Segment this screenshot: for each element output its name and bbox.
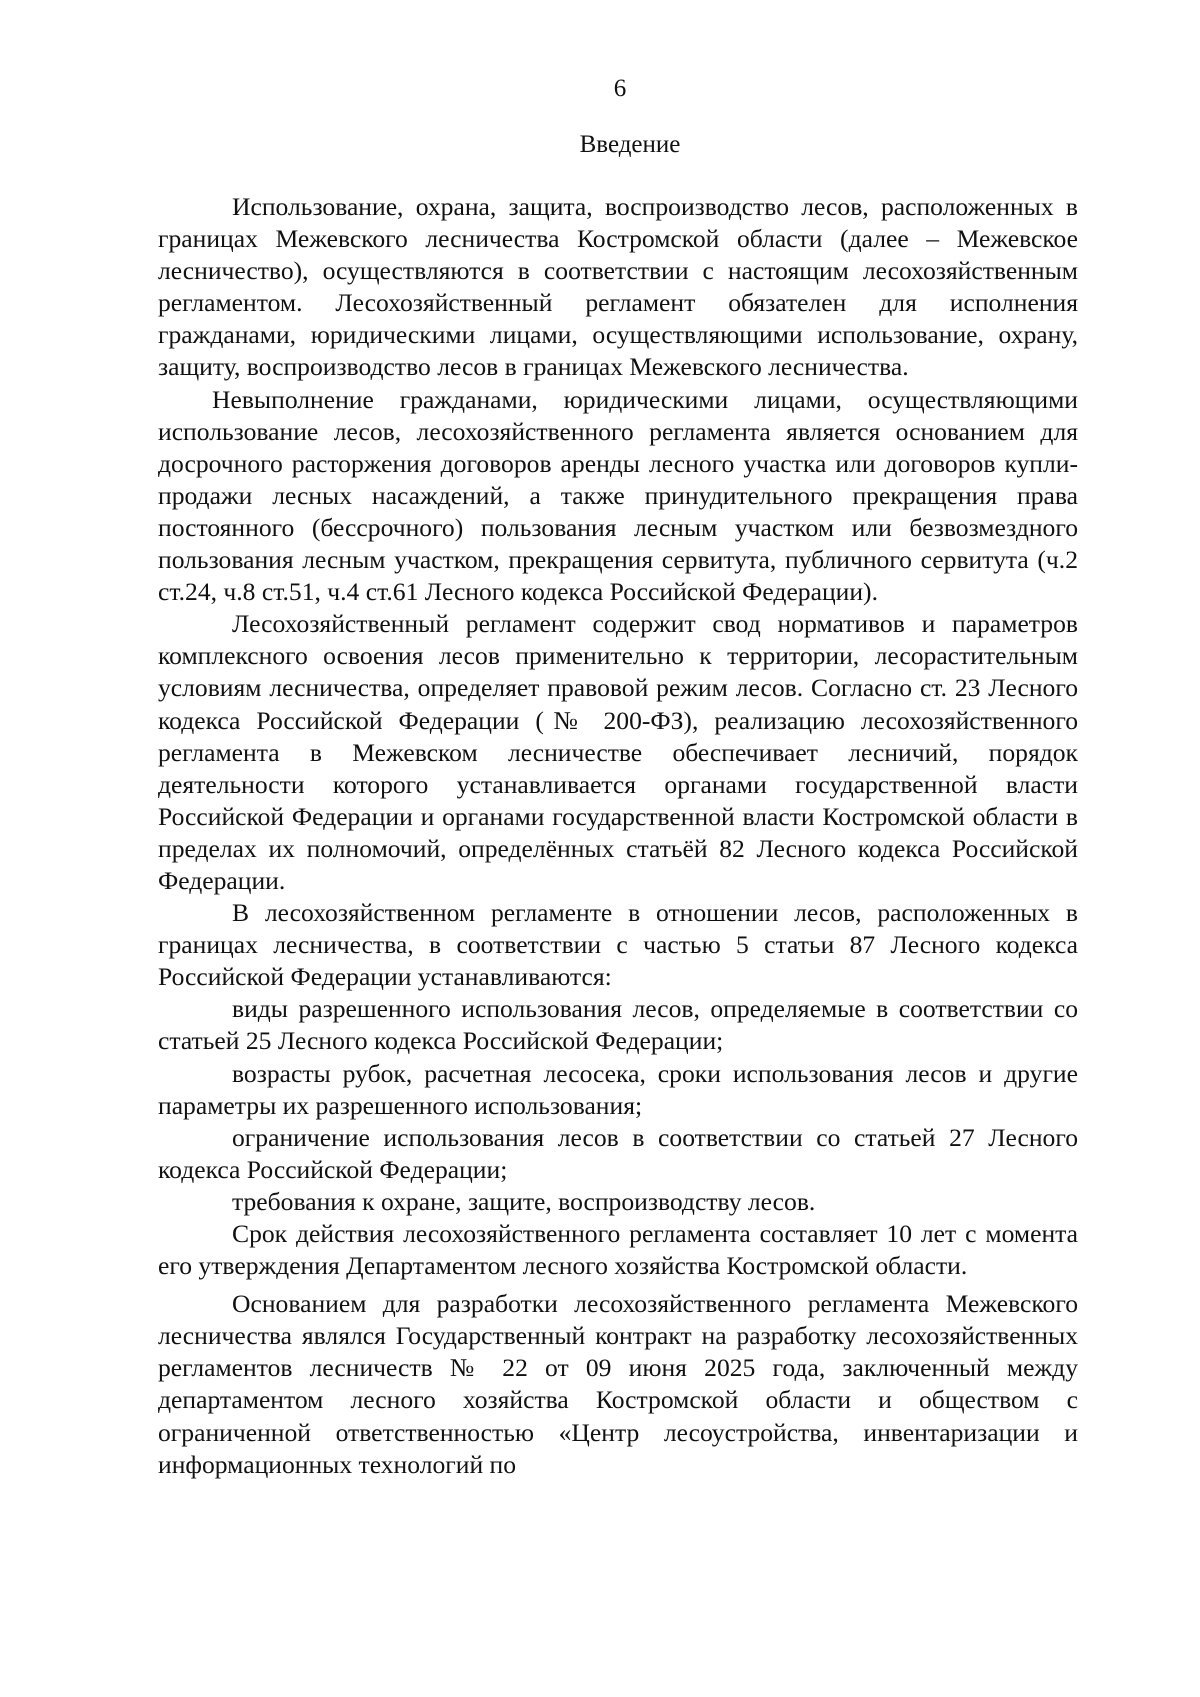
- body-text: [158, 191, 1078, 1481]
- page-number: 6: [613, 75, 627, 102]
- list-item-restrictions: ограничение использования лесов в соответствии со статьей 27 Лесного кодекса Российской Федерации;: [158, 1122, 1078, 1184]
- paragraph-noncompliance: Невыполнение гражданами, юридическими лицами, осуществляющими использование лесов, лесохозяйственного регламента является основанием для досрочного расторжения договоров аренды лесного участка или договоров купли-продажи лесных насаждений, а также принудительного прекращения права постоянного (бессрочного) пользования лесным участком или безвозмездного пользования лесным участком, прекращения сервитута, публичного сервитута (ч.2 ст.24, ч.8 ст.51, ч.4 ст.61 Лесного кодекса Российской Федерации).: [158, 384, 1078, 607]
- list-item-cutting-ages: возрасты рубок, расчетная лесосека, сроки использования лесов и другие параметры их разрешенного использования;: [158, 1058, 1078, 1120]
- list-item-use-types: виды разрешенного использования лесов, определяемые в соответствии со статьей 25 Лесного кодекса Российской Федерации;: [158, 994, 1078, 1056]
- paragraph-validity-period: Срок действия лесохозяйственного регламента составляет 10 лет с момента его утверждения Департаментом лесного хозяйства Костромской области.: [158, 1219, 1078, 1281]
- paragraph-established-items: В лесохозяйственном регламенте в отношении лесов, расположенных в границах лесничества, в соответствии с частью 5 статьи 87 Лесного кодекса Российской Федерации устанавливаются:: [158, 898, 1078, 992]
- paragraph-regulation-contents: Лесохозяйственный регламент содержит свод нормативов и параметров комплексного освоения лесов применительно к территории, лесорастительным условиям лесничества, определяет правовой режим лесов. Согласно ст. 23 Лесного кодекса Российской Федерации (№ 200-ФЗ), реализацию лесохозяйственного регламента в Межевском лесничестве обеспечивает лесничий, порядок деятельности которого устанавливается органами государственной власти Российской Федерации и органами государственной власти Костромской области в пределах их полномочий, определённых статьёй 82 Лесного кодекса Российской Федерации.: [158, 609, 1078, 895]
- paragraph-intro-usage: Использование, охрана, защита, воспроизводство лесов, расположенных в границах Межевского лесничества Костромской области (далее – Межевское лесничество), осуществляются в соответствии с настоящим лесохозяйственным регламентом. Лесохозяйственный регламент обязателен для исполнения гражданами, юридическими лицами, осуществляющими использование, охрану, защиту, воспроизводство лесов в границах Межевского лесничества.: [158, 192, 1078, 382]
- paragraph-basis-contract: Основанием для разработки лесохозяйственного регламента Межевского лесничества являлся Государственный контракт на разработку лесохозяйственных регламентов лесничеств № 22 от 09 июня 2025 года, заключенный между департаментом лесного хозяйства Костромской области и обществом с ограниченной ответственностью «Центр лесоустройства, инвентаризации и информационных технологий по: [158, 1289, 1078, 1479]
- list-item-protection-requirements: требования к охране, защите, воспроизводству лесов.: [232, 1186, 816, 1216]
- section-title: Введение: [579, 131, 681, 158]
